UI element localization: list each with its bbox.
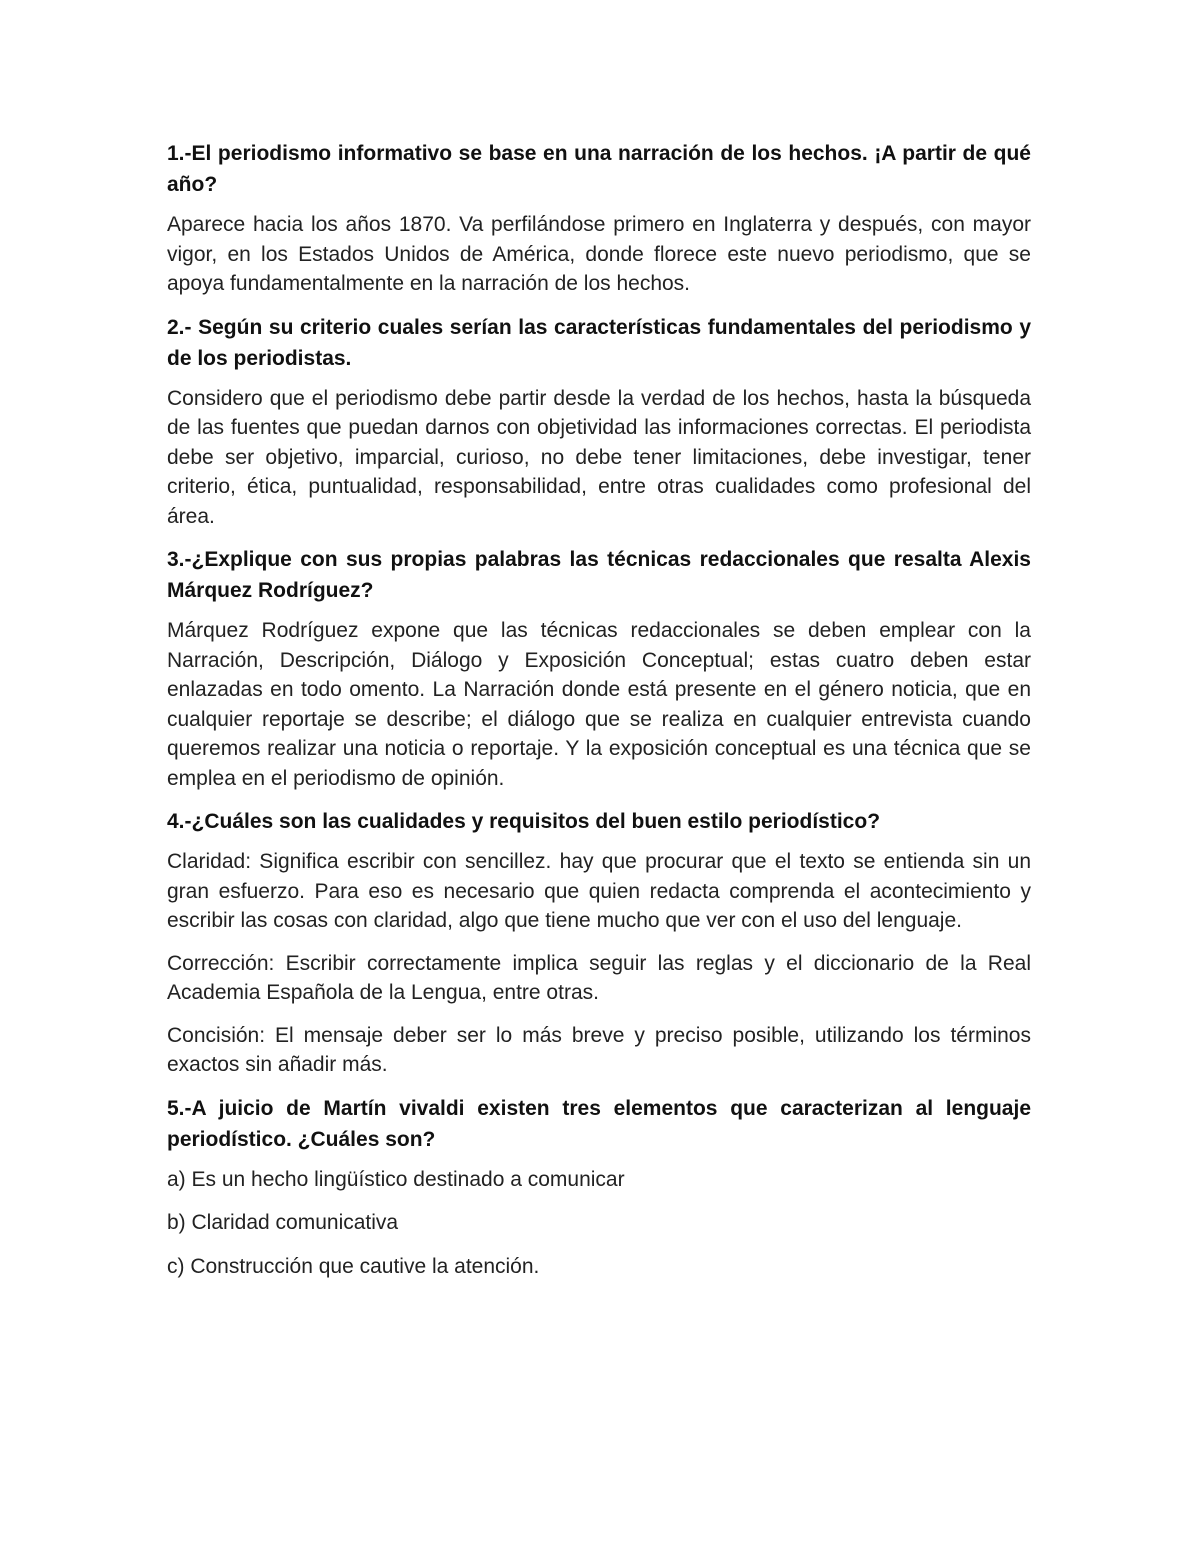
- question-1: 1.-El periodismo informativo se base en una narración de los hechos. ¡A partir de qué año?: [167, 142, 1031, 196]
- question-2: 2.- Según su criterio cuales serían las características fundamentales del periodismo y de los periodistas.: [167, 315, 1031, 370]
- answer-5-c: c) Construcción que cautive la atención.: [167, 1254, 540, 1278]
- question-5: 5.-A juicio de Martín vivaldi existen tres elementos que caracterizan al lenguaje periodístico. ¿Cuáles son?: [167, 1096, 1031, 1151]
- answer-4-correccion: Corrección: Escribir correctamente implica seguir las reglas y el diccionario de la Real Academia Española de la Lengua, entre otras.: [167, 951, 1031, 1004]
- answer-5-a: a) Es un hecho lingüístico destinado a comunicar: [167, 1167, 625, 1191]
- answer-3: Márquez Rodríguez expone que las técnicas redaccionales se deben emplear con la Narración, Descripción, Diálogo y Exposición Conceptual; estas cuatro deben estar enlazadas en todo omento. La Narración donde está presente en el género noticia, que en cualquier reportaje se describe; el diálogo que se realiza en cualquier entrevista cuando queremos realizar una noticia o reportaje. Y la exposición conceptual es una técnica que se emplea en el periodismo de opinión.: [167, 619, 1031, 790]
- answer-1: Aparece hacia los años 1870. Va perfilándose primero en Inglaterra y después, con mayor vigor, en los Estados Unidos de América, donde florece este nuevo periodismo, que se apoya fundamentalmente en la narración de los hechos.: [167, 213, 1031, 295]
- answer-4-claridad: Claridad: Significa escribir con sencillez. hay que procurar que el texto se entienda sin un gran esfuerzo. Para eso es necesario que quien redacta comprenda el acontecimiento y escribir las cosas con claridad, algo que tiene mucho que ver con el uso del lenguaje.: [167, 850, 1031, 932]
- answer-4-concision: Concisión: El mensaje deber ser lo más breve y preciso posible, utilizando los términos exactos sin añadir más.: [167, 1023, 1031, 1076]
- answer-5-b: b) Claridad comunicativa: [167, 1211, 399, 1234]
- question-4: 4.-¿Cuáles son las cualidades y requisitos del buen estilo periodístico?: [167, 810, 881, 833]
- answer-2: Considero que el periodismo debe partir desde la verdad de los hechos, hasta la búsqueda de las fuentes que puedan darnos con objetividad las informaciones correctas. El periodista debe ser objetivo, imparcial, curioso, no debe tener limitaciones, debe investigar, tener criterio, ética, puntualidad, responsabilidad, entre otras cualidades como profesional del área.: [167, 386, 1031, 528]
- document-page: [167, 138, 1031, 1295]
- question-3: 3.-¿Explique con sus propias palabras las técnicas redaccionales que resalta Alexis Márquez Rodríguez?: [167, 548, 1031, 602]
